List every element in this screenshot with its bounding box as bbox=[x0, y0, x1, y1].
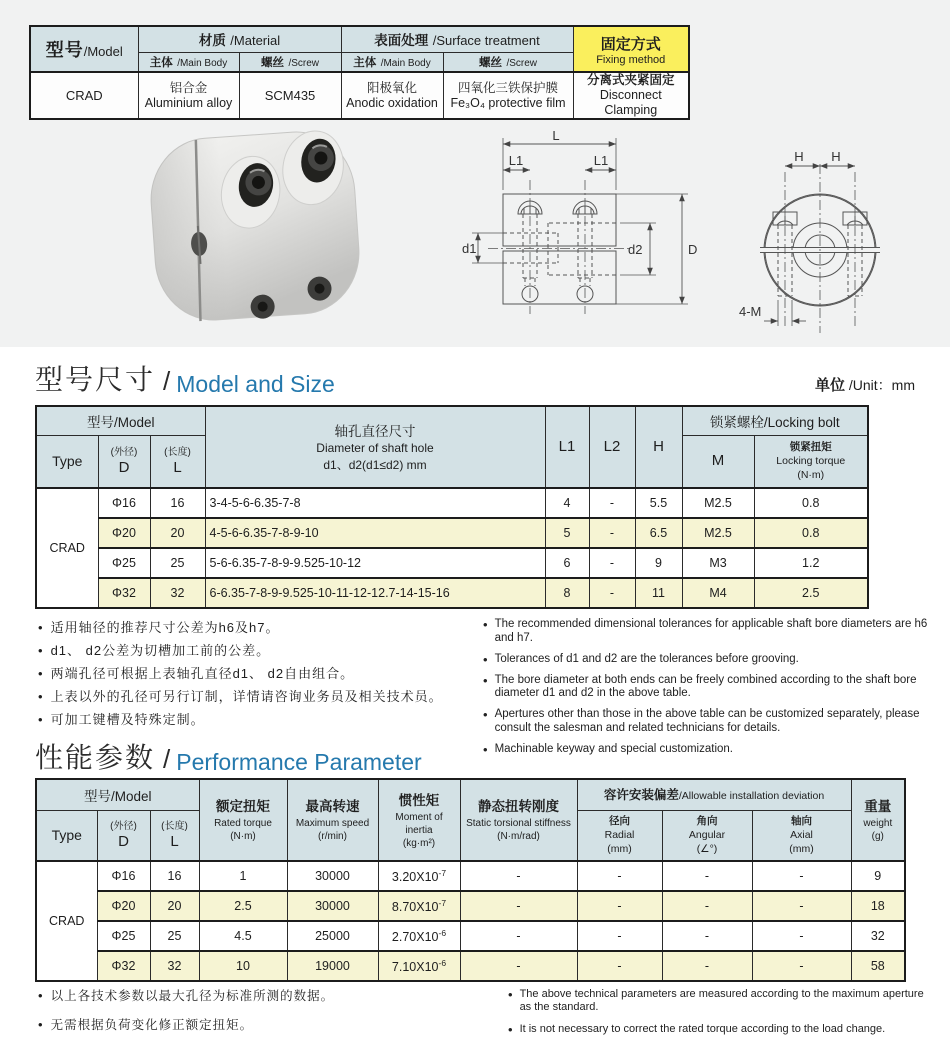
model-header-en: /Model bbox=[83, 44, 123, 59]
product-photo bbox=[118, 126, 398, 341]
perf-l: 16 bbox=[150, 861, 199, 891]
bullet-icon: • bbox=[483, 617, 488, 632]
note-item bbox=[38, 639, 483, 662]
weight-zh: 重量 bbox=[864, 799, 892, 814]
weight-unit: (g) bbox=[871, 831, 884, 842]
perf-radial: - bbox=[577, 891, 662, 921]
perf-d: Φ20 bbox=[97, 891, 150, 921]
size-section-title-zh: 型号尺寸 bbox=[35, 364, 156, 395]
perf-torque: 10 bbox=[199, 951, 287, 981]
size-l2: - bbox=[589, 548, 635, 578]
note-text: 适用轴径的推荐尺寸公差为h6及h7。 bbox=[50, 620, 280, 635]
torque-unit: (N·m) bbox=[797, 469, 825, 482]
inertia-base: 3.20X10 bbox=[391, 870, 439, 885]
perf-d: Φ25 bbox=[97, 921, 150, 951]
l-letter: L bbox=[173, 458, 182, 476]
stiffness-en: Static torsional stiffness bbox=[466, 818, 571, 829]
note-item bbox=[38, 1017, 490, 1033]
perf-weight: 32 bbox=[851, 921, 905, 951]
perf-angular: - bbox=[662, 861, 752, 891]
perf-angular: - bbox=[662, 921, 752, 951]
perf-d: Φ32 bbox=[97, 951, 150, 981]
note-text: 两端孔径可根据上表轴孔直径d1、 d2自由组合。 bbox=[50, 666, 355, 681]
bullet-icon: • bbox=[38, 988, 44, 1003]
bullet-icon: • bbox=[508, 987, 513, 1002]
l-sub: (长度) bbox=[164, 446, 191, 458]
inertia-exp: -7 bbox=[438, 867, 447, 878]
perf-speed: 25000 bbox=[287, 921, 378, 951]
screw-zh: 螺丝 bbox=[260, 56, 284, 69]
material-en: /Material bbox=[230, 32, 281, 48]
fixing-val-zh: 分离式夹紧固定 bbox=[586, 73, 675, 87]
main-body-zh: 主体 bbox=[353, 56, 377, 69]
material-body-value bbox=[138, 72, 239, 119]
perf-weight: 18 bbox=[851, 891, 905, 921]
screw-en: /Screw bbox=[288, 57, 319, 69]
size-h: 5.5 bbox=[635, 488, 682, 518]
material-zh: 材质 bbox=[198, 32, 226, 48]
speed-en: Maximum speed bbox=[295, 818, 370, 829]
unit-en: /Unit：mm bbox=[848, 377, 915, 393]
size-section-title-en: Model and Size bbox=[176, 371, 335, 397]
perf-torque: 4.5 bbox=[199, 921, 287, 951]
size-l-header bbox=[150, 435, 205, 488]
bullet-icon: • bbox=[38, 620, 44, 635]
size-shaft-hole-header bbox=[205, 406, 545, 488]
perf-l: 20 bbox=[150, 891, 199, 921]
performance-table bbox=[35, 778, 906, 982]
perf-row bbox=[36, 921, 905, 951]
perf-weight: 58 bbox=[851, 951, 905, 981]
note-text: The recommended dimensional tolerances for applicable shaft bore diameters are h6 and h7. bbox=[494, 618, 928, 644]
dim-label-H-right: H bbox=[831, 149, 841, 164]
unit-zh: 单位 bbox=[814, 377, 845, 394]
note-item bbox=[508, 988, 938, 1014]
size-l: 25 bbox=[150, 548, 205, 578]
size-m: M4 bbox=[682, 578, 754, 608]
rated-zh: 额定扭矩 bbox=[216, 799, 270, 814]
l-sub: (长度) bbox=[161, 820, 188, 832]
model-header bbox=[30, 26, 138, 72]
note-text: It is not necessary to correct the rated torque according to the load change. bbox=[519, 1023, 886, 1035]
size-d: Φ32 bbox=[98, 578, 150, 608]
note-text: 无需根据负荷变化修正额定扭矩。 bbox=[50, 1018, 254, 1032]
size-row bbox=[36, 488, 868, 518]
surface-zh: 表面处理 bbox=[374, 32, 429, 48]
perf-section-title-en: Performance Parameter bbox=[176, 749, 422, 775]
perf-weight: 9 bbox=[851, 861, 905, 891]
size-bores: 4-5-6-6.35-7-8-9-10 bbox=[205, 518, 545, 548]
note-item bbox=[483, 708, 933, 735]
torque-en: Locking torque bbox=[776, 455, 846, 468]
size-torque: 1.2 bbox=[754, 548, 868, 578]
perf-angular-header bbox=[662, 810, 752, 861]
note-item bbox=[483, 653, 933, 667]
dim-label-d2: d2 bbox=[628, 242, 643, 257]
top-spec-row bbox=[30, 72, 689, 119]
d-sub: (外径) bbox=[110, 446, 138, 458]
perf-row bbox=[36, 951, 905, 981]
perf-inertia bbox=[378, 951, 460, 981]
bullet-icon: • bbox=[483, 741, 488, 757]
size-torque: 0.8 bbox=[754, 488, 868, 518]
size-section-separator: / bbox=[163, 366, 171, 396]
size-row bbox=[36, 518, 868, 548]
side-view-drawing bbox=[460, 128, 730, 340]
perf-axial: - bbox=[752, 921, 851, 951]
fixing-method-header bbox=[573, 26, 689, 72]
note-text: d1、 d2公差为切槽加工前的公差。 bbox=[50, 643, 271, 658]
shaft-header-range: d1、d2(d1≤d2) mm bbox=[323, 458, 427, 472]
material-body-subheader bbox=[138, 52, 239, 72]
inertia-base: 8.70X10 bbox=[391, 900, 439, 915]
torque-zh: 锁紧扭矩 bbox=[789, 441, 832, 454]
perf-section-heading bbox=[35, 736, 915, 776]
axial-unit: (mm) bbox=[789, 843, 814, 856]
fixing-method-value bbox=[573, 72, 689, 119]
perf-section-title-zh: 性能参数 bbox=[35, 742, 156, 773]
perf-row bbox=[36, 861, 905, 891]
surface-en: /Surface treatment bbox=[432, 32, 540, 48]
size-torque-header bbox=[754, 435, 868, 488]
perf-torque: 1 bbox=[199, 861, 287, 891]
l-letter: L bbox=[170, 832, 179, 850]
note-item bbox=[483, 674, 933, 701]
size-type-value: CRAD bbox=[36, 488, 98, 608]
unit-label bbox=[815, 374, 915, 398]
perf-notes-zh bbox=[38, 988, 490, 1040]
perf-model-group-header: 型号/Model bbox=[36, 779, 199, 810]
material-body-en: Aluminium alloy bbox=[144, 95, 233, 110]
perf-axial: - bbox=[752, 891, 851, 921]
size-l: 20 bbox=[150, 518, 205, 548]
perf-inertia bbox=[378, 891, 460, 921]
perf-d: Φ16 bbox=[97, 861, 150, 891]
size-d: Φ25 bbox=[98, 548, 150, 578]
note-item bbox=[38, 685, 483, 708]
perf-angular: - bbox=[662, 891, 752, 921]
perf-stiffness: - bbox=[460, 921, 577, 951]
rated-en: Rated torque bbox=[214, 818, 272, 829]
size-l1: 6 bbox=[545, 548, 589, 578]
perf-radial-header bbox=[577, 810, 662, 861]
fixing-val-en: Disconnect Clamping bbox=[599, 88, 662, 117]
perf-stiffness: - bbox=[460, 951, 577, 981]
surface-body-en: Anodic oxidation bbox=[346, 95, 438, 110]
size-bores: 6-6.35-7-8-9-9.525-10-11-12-12.7-14-15-16 bbox=[205, 578, 545, 608]
size-l2: - bbox=[589, 518, 635, 548]
fixing-en: Fixing method bbox=[596, 53, 666, 66]
note-text: 以上各技术参数以最大孔径为标准所测的数据。 bbox=[50, 989, 335, 1003]
size-row bbox=[36, 578, 868, 608]
deviation-en: /Allowable installation deviation bbox=[678, 790, 825, 803]
size-m: M2.5 bbox=[682, 518, 754, 548]
main-body-zh: 主体 bbox=[149, 56, 173, 69]
size-d-header bbox=[98, 435, 150, 488]
perf-speed: 30000 bbox=[287, 891, 378, 921]
size-row bbox=[36, 548, 868, 578]
perf-torque: 2.5 bbox=[199, 891, 287, 921]
model-header-zh: 型号 bbox=[45, 40, 84, 60]
perf-radial: - bbox=[577, 951, 662, 981]
perf-notes bbox=[38, 988, 938, 1040]
perf-axial: - bbox=[752, 861, 851, 891]
surface-screw-value bbox=[443, 72, 573, 119]
top-spec-table bbox=[29, 25, 690, 120]
main-body-en: /Main Body bbox=[380, 57, 431, 69]
material-screw-subheader bbox=[239, 52, 341, 72]
bullet-icon: • bbox=[483, 672, 488, 688]
perf-stiffness: - bbox=[460, 861, 577, 891]
surface-screw-en: Fe₃O₄ protective film bbox=[450, 95, 566, 110]
screw-en: /Screw bbox=[506, 57, 537, 69]
stiffness-zh: 静态扭转刚度 bbox=[478, 799, 559, 814]
main-body-en: /Main Body bbox=[177, 57, 228, 69]
bullet-icon: • bbox=[508, 1022, 513, 1037]
size-l1: 4 bbox=[545, 488, 589, 518]
bullet-icon: • bbox=[483, 707, 488, 722]
perf-radial: - bbox=[577, 861, 662, 891]
size-l1: 5 bbox=[545, 518, 589, 548]
end-view-drawing bbox=[735, 128, 945, 340]
dim-label-D: D bbox=[688, 242, 698, 257]
inertia-zh: 惯性矩 bbox=[398, 792, 440, 808]
radial-zh: 径向 bbox=[609, 815, 630, 828]
surface-screw-subheader bbox=[443, 52, 573, 72]
stiffness-unit: (N·m/rad) bbox=[497, 831, 540, 842]
surface-body-value bbox=[341, 72, 443, 119]
size-bores: 3-4-5-6-6.35-7-8 bbox=[205, 488, 545, 518]
perf-section-separator: / bbox=[163, 744, 171, 774]
perf-speed: 30000 bbox=[287, 861, 378, 891]
perf-d-header bbox=[97, 810, 150, 861]
perf-radial: - bbox=[577, 921, 662, 951]
bullet-icon: • bbox=[38, 1017, 44, 1032]
dim-label-L1-right: L1 bbox=[593, 153, 609, 168]
size-section-heading bbox=[35, 358, 915, 398]
size-h: 6.5 bbox=[635, 518, 682, 548]
note-item bbox=[38, 616, 483, 639]
screw-zh: 螺丝 bbox=[478, 56, 502, 69]
size-model-group-header: 型号/Model bbox=[36, 406, 205, 435]
note-item bbox=[38, 988, 490, 1004]
bullet-icon: • bbox=[38, 689, 44, 704]
material-screw-value: SCM435 bbox=[239, 72, 341, 119]
size-d: Φ20 bbox=[98, 518, 150, 548]
size-m: M2.5 bbox=[682, 488, 754, 518]
size-l2: - bbox=[589, 578, 635, 608]
angular-en: Angular bbox=[688, 829, 726, 842]
inertia-exp: -6 bbox=[438, 957, 447, 968]
perf-row bbox=[36, 891, 905, 921]
perf-inertia bbox=[378, 921, 460, 951]
perf-angular: - bbox=[662, 951, 752, 981]
perf-weight-header bbox=[851, 779, 905, 861]
speed-zh: 最高转速 bbox=[305, 799, 360, 814]
size-d: Φ16 bbox=[98, 488, 150, 518]
size-torque: 0.8 bbox=[754, 518, 868, 548]
d-sub: (外径) bbox=[110, 820, 137, 832]
perf-type-header: Type bbox=[36, 810, 97, 861]
material-body-zh: 铝合金 bbox=[169, 80, 208, 95]
perf-l-header bbox=[150, 810, 199, 861]
dim-label-4M: 4-M bbox=[739, 304, 762, 319]
note-item bbox=[508, 1023, 938, 1036]
perf-inertia-header bbox=[378, 779, 460, 861]
perf-rated-torque-header bbox=[199, 779, 287, 861]
radial-unit: (mm) bbox=[607, 843, 632, 856]
perf-stiffness: - bbox=[460, 891, 577, 921]
axial-zh: 轴向 bbox=[791, 815, 813, 828]
perf-type-value: CRAD bbox=[36, 861, 97, 981]
shaft-header-zh: 轴孔直径尺寸 bbox=[334, 424, 416, 439]
dim-label-H-left: H bbox=[794, 149, 804, 164]
note-text: The bore diameter at both ends can be freely combined according to the shaft bore diameter d1 and d2 in the above table. bbox=[494, 673, 917, 699]
d-letter: D bbox=[118, 458, 130, 476]
size-table bbox=[35, 405, 869, 609]
note-text: Tolerances of d1 and d2 are the tolerances before grooving. bbox=[494, 652, 799, 665]
fixing-zh: 固定方式 bbox=[600, 35, 661, 53]
angular-unit: (∠°) bbox=[696, 843, 718, 856]
perf-axial-header bbox=[752, 810, 851, 861]
size-m-header: M bbox=[682, 435, 754, 488]
size-h: 11 bbox=[635, 578, 682, 608]
bullet-icon: • bbox=[38, 643, 44, 658]
note-text: 上表以外的孔径可另行订制，详情请咨询业务员及相关技术员。 bbox=[50, 689, 443, 704]
size-l: 16 bbox=[150, 488, 205, 518]
axial-en: Axial bbox=[790, 829, 813, 842]
note-text: The above technical parameters are measured according to the maximum aperture as the standard. bbox=[519, 988, 924, 1013]
speed-unit: (r/min) bbox=[318, 831, 347, 842]
dim-label-d1: d1 bbox=[462, 241, 477, 256]
size-col-H: H bbox=[635, 406, 682, 488]
model-value: CRAD bbox=[30, 72, 138, 119]
perf-deviation-group-header bbox=[577, 779, 851, 810]
perf-stiffness-header bbox=[460, 779, 577, 861]
surface-header bbox=[341, 26, 573, 52]
deviation-zh: 容许安装偏差 bbox=[603, 788, 679, 803]
inertia-base: 2.70X10 bbox=[391, 930, 439, 945]
size-bores: 5-6-6.35-7-8-9-9.525-10-12 bbox=[205, 548, 545, 578]
inertia-exp: -6 bbox=[438, 927, 447, 938]
perf-max-speed-header bbox=[287, 779, 378, 861]
note-text: Machinable keyway and special customization. bbox=[494, 742, 733, 755]
size-h: 9 bbox=[635, 548, 682, 578]
perf-l: 25 bbox=[150, 921, 199, 951]
size-m: M3 bbox=[682, 548, 754, 578]
note-item bbox=[483, 618, 933, 645]
perf-axial: - bbox=[752, 951, 851, 981]
bullet-icon: • bbox=[38, 712, 44, 727]
size-torque: 2.5 bbox=[754, 578, 868, 608]
surface-body-zh: 阳极氧化 bbox=[366, 80, 417, 95]
size-col-L1: L1 bbox=[545, 406, 589, 488]
rated-unit: (N·m) bbox=[230, 831, 256, 842]
surface-screw-zh: 四氧化三铁保护膜 bbox=[457, 80, 558, 95]
inertia-en: Moment of inertia bbox=[395, 811, 443, 836]
note-text: 可加工键槽及特殊定制。 bbox=[50, 712, 205, 727]
note-item bbox=[38, 662, 483, 685]
size-locking-group-header: 锁紧螺栓/Locking bolt bbox=[682, 406, 868, 435]
angular-zh: 角向 bbox=[696, 815, 718, 828]
bullet-icon: • bbox=[38, 666, 44, 681]
size-l2: - bbox=[589, 488, 635, 518]
note-item bbox=[38, 708, 483, 731]
perf-notes-en bbox=[490, 988, 938, 1040]
surface-body-subheader bbox=[341, 52, 443, 72]
size-l: 32 bbox=[150, 578, 205, 608]
material-header bbox=[138, 26, 341, 52]
inertia-unit: (kg·m²) bbox=[402, 837, 436, 849]
note-text: Apertures other than those in the above table can be customized separately, please consult the salesman and related technicians for details. bbox=[494, 708, 920, 734]
d-letter: D bbox=[118, 832, 129, 850]
size-l1: 8 bbox=[545, 578, 589, 608]
inertia-exp: -7 bbox=[438, 897, 447, 908]
weight-en: weight bbox=[863, 818, 893, 829]
dim-label-L: L bbox=[552, 128, 560, 143]
inertia-base: 7.10X10 bbox=[391, 960, 439, 975]
bullet-icon: • bbox=[483, 651, 488, 667]
size-type-header: Type bbox=[36, 435, 98, 488]
perf-inertia bbox=[378, 861, 460, 891]
size-col-L2: L2 bbox=[589, 406, 635, 488]
perf-speed: 19000 bbox=[287, 951, 378, 981]
perf-l: 32 bbox=[150, 951, 199, 981]
shaft-header-en: Diameter of shaft hole bbox=[316, 441, 434, 455]
radial-en: Radial bbox=[604, 829, 635, 842]
dim-label-L1-left: L1 bbox=[508, 153, 524, 168]
